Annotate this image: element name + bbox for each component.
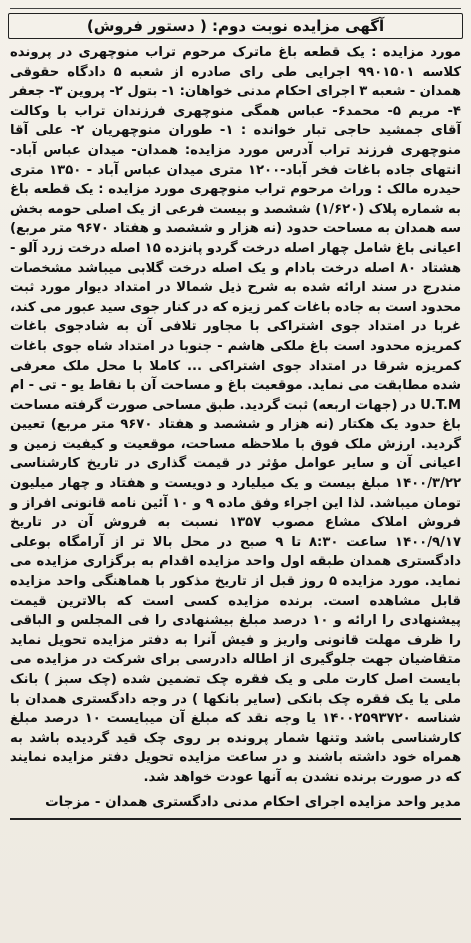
notice-title: آگهی مزایده نوبت دوم: ( دستور فروش) [8,13,463,39]
top-border [10,4,461,9]
notice-signature: مدیر واحد مزایده اجرای احکام مدنی دادگستری همدان - مزجات [45,793,461,810]
bottom-border [10,818,461,820]
notice-body: مورد مزایده : یک قطعه باغ ماترک مرحوم تراب منوچهری در پرونده کلاسه ۹۹۰۱۵۰۱ اجرایی طی رای صادره از شعبه ۵ دادگاه حقوقی همدان - شعبه ۳ اجرای احکام مدنی خواهان: ۱- بتول ۲- پروین ۳- جعفر ۴- مریم ۵- محمد۶- عباس همگی منوچهری فرزندان تراب با وکالت آقای جمشید حاجی تبار خوانده : ۱- طوران منوچهریان ۲- علی آقا منوچهری فرزند تراب آدرس مورد مزایده: همدان- میدان عباس آباد-انتهای جاده باغات فخر آباد-۱۲۰۰ متری میدان عباس آباد - ۱۳۵۰ متری حیدره مالک : وراث مرحوم تراب منوچهری مورد مزایده : یک قطعه باغ به شماره پلاک (۱/۶۲۰) ششصد و بیست فرعی از یک اصلی حومه بخش سه همدان به مساحت حدود (نه هزار و ششصد و هفتاد ۹۶۷۰ متر مربع) اعیانی باغ شامل چهار اصله درخت گردو پانزده ۱۵ اصله درخت زرد آلو - هشتاد ۸۰ اصله درخت بادام و یک اصله درخت گلابی میباشد مشخصات مندرج در سند ارائه شده به شرح ذیل شمالا در امتداد دیوار مورد ثبت محدود است به جاده باغات کمر زیزه که در کنار جوی سید عبور می کند، غربا در امتداد جوی اشتراکی با مجاور تلافی آن به شادجوی باغات کمریزه محدود است باغ ملکی هاشم - جنوبا در امتداد شاه جوی باغات کمریزه شرقا در امتداد جوی اشتراکی ... کاملا با محل ملک معرفی شده مطابقت می نماید. موقعیت باغ و مساحت آن با نقاط یو - تی - ام U.T.M در (جهات اربعه) ثبت گردید. طبق مساحی صورت گرفته مساحت باغ حدود یک هکتار (نه هزار و ششصد و هفتاد ۹۶۷۰ متر مربع) تعیین گردید. ارزش ملک فوق با ملاحظه مساحت، موقعیت و کیفیت زمین و اعیانی آن و سایر عوامل مؤثر در قیمت گذاری در تاریخ کارشناسی ۱۴۰۰/۳/۲۲ مبلغ بیست و یک میلیارد و دویست و هفتاد و چهار میلیون تومان میباشد. لذا این اجراء وفق ماده ۹ و ۱۰ آئین نامه قانونی افراز و فروش املاک مشاع مصوب ۱۳۵۷ نسبت به فروش آن در تاریخ ۱۴۰۰/۹/۱۷ ساعت ۸:۳۰ تا ۹ صبح در محل بالا تر از آرامگاه بوعلی دادگستری همدان طبقه اول واحد مزایده اقدام به برگزاری مزایده می نماید. مورد مزایده ۵ روز قبل از تاریخ مذکور با هماهنگی واحد مزایده قابل مشاهده است. برنده مزایده کسی است که بالاترین قیمت پیشنهادی را ارائه و ۱۰ درصد مبلغ بیشنهادی را فی المجلس و الباقی را ظرف مهلت قانونی واریز و فیش آنرا به دفتر مزایده تحویل نماید متقاضیان جهت جلوگیری از اطاله دادرسی برای شرکت در مزایده می بایست اصل کارت ملی و یک فقره چک تضمین شده (چک سبز ) بانک ملی یا یک فقره چک بانکی (سایر بانکها ) در وجه دادگستری همدان با شناسه ۱۴۰۰۲۵۹۳۷۲۰ یا وجه نقد که مبلغ آن میبایست ۱۰ درصد مبلغ کارشناسی باشد وتنها شمار پرونده بر روی چک قید گردیده باشد به همراه خود داشته باشند و در ساعت مزایده تحویل دفتر مزایده نمایند که در صورت برنده نشدن به آنها عودت خواهد شد. [10,45,462,785]
